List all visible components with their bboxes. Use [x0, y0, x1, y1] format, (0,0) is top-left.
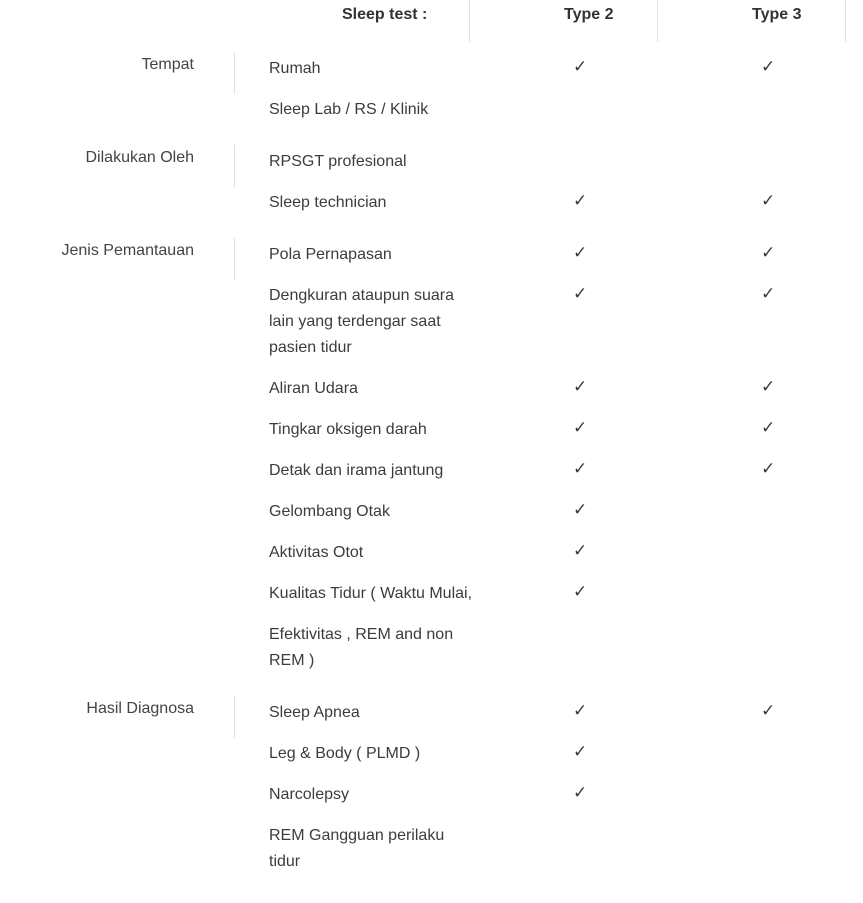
type2-check-icon: ✓	[573, 742, 588, 761]
feature-label: Pola Pernapasan	[269, 246, 392, 263]
feature-label: Detak dan irama jantung	[269, 462, 444, 479]
table-row	[0, 52, 863, 93]
table-row	[0, 696, 863, 737]
table-row	[0, 145, 863, 186]
feature-label: Sleep Apnea	[269, 704, 360, 721]
feature-label: REM Gangguan perilaku tidur	[269, 827, 445, 870]
feature-label: Sleep technician	[269, 194, 387, 211]
type2-check-icon: ✓	[573, 418, 588, 437]
feature-label: Leg & Body ( PLMD )	[269, 745, 421, 762]
table-row	[0, 238, 863, 279]
feature-label: Sleep Lab / RS / Klinik	[269, 101, 429, 118]
type3-check-icon: ✓	[761, 191, 776, 210]
category-label: Tempat	[141, 56, 194, 73]
table-row	[0, 93, 863, 134]
table-row	[0, 577, 863, 618]
type2-check-icon: ✓	[573, 243, 588, 262]
type2-check-icon: ✓	[573, 191, 588, 210]
feature-label: Aktivitas Otot	[269, 544, 364, 561]
type2-check-icon: ✓	[573, 500, 588, 519]
type3-check-icon: ✓	[761, 701, 776, 720]
category-section	[0, 696, 863, 886]
type2-check-icon: ✓	[573, 377, 588, 396]
feature-label: Tingkar oksigen darah	[269, 421, 427, 438]
comparison-table-body	[0, 52, 863, 897]
category-label: Jenis Pemantauan	[61, 242, 194, 259]
type2-check-icon: ✓	[573, 701, 588, 720]
header-divider	[469, 0, 470, 42]
type3-check-icon: ✓	[761, 57, 776, 76]
type2-check-icon: ✓	[573, 284, 588, 303]
table-row	[0, 536, 863, 577]
category-label: Dilakukan Oleh	[85, 149, 194, 166]
type3-check-icon: ✓	[761, 418, 776, 437]
category-section	[0, 52, 863, 134]
table-row	[0, 778, 863, 819]
type2-check-icon: ✓	[573, 582, 588, 601]
table-header	[0, 0, 863, 42]
table-row	[0, 372, 863, 413]
sleep-test-header: Sleep test :	[342, 6, 428, 23]
header-divider	[657, 0, 658, 42]
feature-label: Kualitas Tidur ( Waktu Mulai,	[269, 585, 473, 602]
type3-header: Type 3	[752, 6, 802, 23]
table-row	[0, 819, 863, 886]
category-label: Hasil Diagnosa	[86, 700, 194, 717]
feature-label: Dengkuran ataupun suara lain yang terdengar saat pasien tidur	[269, 287, 455, 356]
type3-check-icon: ✓	[761, 377, 776, 396]
type3-check-icon: ✓	[761, 459, 776, 478]
type2-check-icon: ✓	[573, 541, 588, 560]
category-section	[0, 238, 863, 685]
table-row	[0, 186, 863, 227]
feature-label: Narcolepsy	[269, 786, 350, 803]
table-row	[0, 454, 863, 495]
type2-check-icon: ✓	[573, 783, 588, 802]
feature-label: Efektivitas , REM and non REM )	[269, 626, 454, 669]
feature-label: Rumah	[269, 60, 321, 77]
table-row	[0, 737, 863, 778]
feature-label: Aliran Udara	[269, 380, 358, 397]
table-row	[0, 279, 863, 372]
table-row	[0, 618, 863, 685]
type3-check-icon: ✓	[761, 243, 776, 262]
feature-label: RPSGT profesional	[269, 153, 407, 170]
type3-check-icon: ✓	[761, 284, 776, 303]
type2-check-icon: ✓	[573, 459, 588, 478]
category-section	[0, 145, 863, 227]
header-divider	[845, 0, 846, 42]
type2-header: Type 2	[564, 6, 614, 23]
feature-label: Gelombang Otak	[269, 503, 390, 520]
table-row	[0, 413, 863, 454]
table-row	[0, 495, 863, 536]
type2-check-icon: ✓	[573, 57, 588, 76]
